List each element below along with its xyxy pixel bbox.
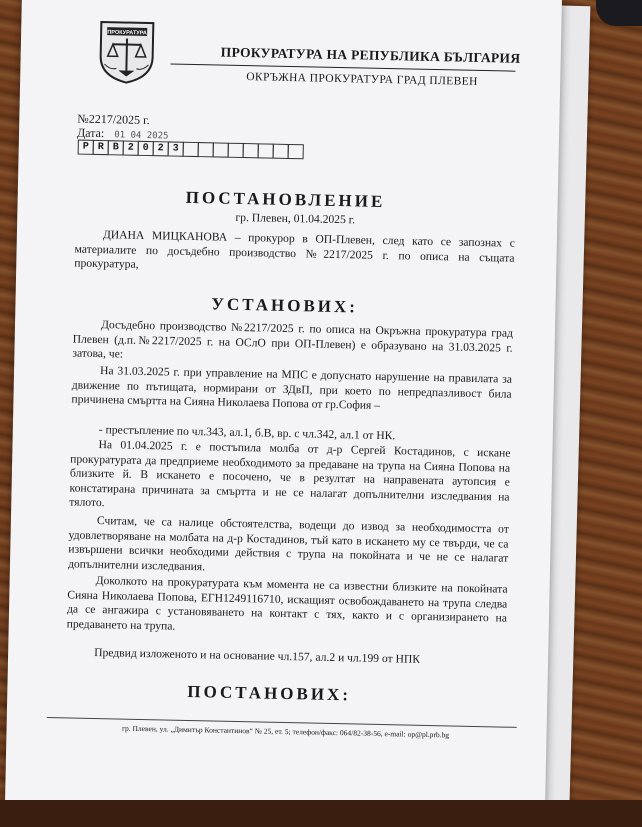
- date-stamp: 01 04 2025: [114, 130, 169, 142]
- register-cell: [243, 143, 259, 158]
- register-cell: [183, 142, 199, 157]
- register-cell: [273, 144, 289, 159]
- register-cell: [213, 142, 229, 157]
- section-title-decreed: ПОСТАНОВИХ:: [187, 681, 352, 705]
- register-cell: [198, 142, 214, 157]
- paragraph-crime: - престъпление по чл.343, ал.1, б.В, вр. с чл.342, ал.1 от НК.: [98, 423, 396, 443]
- register-number-boxes: [79, 140, 304, 160]
- office-name: ОКРЪЖНА ПРОКУРАТУРА ГРАД ПЛЕВЕН: [246, 71, 478, 88]
- register-cell: 2: [153, 141, 169, 156]
- document-title: ПОСТАНОВЛЕНИЕ: [185, 187, 386, 211]
- place-date: гр. Плевен, 01.04.2025 г.: [235, 210, 356, 227]
- table-edge: [0, 800, 642, 827]
- svg-text:ПРОКУРАТУРА: ПРОКУРАТУРА: [107, 29, 147, 37]
- institution-name: ПРОКУРАТУРА НА РЕПУБЛИКА БЪЛГАРИЯ: [220, 44, 521, 66]
- paragraph-relatives: Доколкото на прокуратурата към момента не са известни близките на покойната Сияна Николаева Попова, ЕГН1249116710, искащият освобождаването на трупа следва да се ангажира с установяването на контакт с тях, както и с организирането на предаването на трупа.: [66, 574, 508, 633]
- paragraph-grounds: Предвид изложеното и на основание чл.157, ал.2 и чл.199 от НПК: [94, 646, 421, 666]
- prosecution-crest-icon: [96, 18, 157, 85]
- section-title-established: УСТАНОВИХ:: [211, 294, 359, 317]
- register-cell: [228, 143, 244, 158]
- register-cell: [288, 144, 304, 159]
- date-label: Дата:: [76, 125, 105, 141]
- document-page: [5, 0, 562, 819]
- register-cell: [258, 143, 274, 158]
- register-cell: 3: [168, 141, 184, 156]
- document-number: №2217/2025 г.: [77, 111, 150, 128]
- paragraph-reasoning: Считам, че са налице обстоятелства, водещи до извод за необходимостта от удовлетворяване на молбата на д-р Костадинов, тъй като в искането му се твърди, че са извършени всички необходими действия с трупа на покойната и че не се налагат допълнителни изследвания.: [67, 514, 509, 574]
- paragraph-request: На 01.04.2025 г. е постъпила молба от д-р Сергей Костадинов, с искане прокуратурата да предприеме необходимото за предаване на трупа на Сияна Попова на близките й. В искането е посочено, че в резултат на направената аутопсия е констатирана причината за смъртта и не се налагат допълнителни изследвания на тялото.: [69, 438, 511, 510]
- register-cell: P: [78, 140, 94, 155]
- register-cell: 2: [123, 140, 139, 155]
- register-cell: R: [93, 140, 109, 155]
- intro-paragraph: ДИАНА МИЦКАНОВА – прокурор в ОП-Плевен, след като се запознах с материалите по досъдебно производство №2217/2025 г. по описа на същата прокуратура,: [74, 228, 515, 272]
- paragraph-incident: На 31.03.2025 г. при управление на МПС е допуснато нарушение на правилата за движение по пътищата, нормирани от ЗДвП, при което по непредпазливост била причинена смъртта на Сияна Николаева Попова от гр.София –: [71, 364, 513, 413]
- paragraph-case: Досъдебно производство №2217/2025 г. по описа на Окръжна прокуратура град Плевен (д.п.№2217/2025 г. на ОСлО при ОП-Плевен) е образувано на 31.03.2025 г. затова, че:: [72, 318, 514, 361]
- register-cell: B: [108, 140, 124, 155]
- register-cell: 0: [138, 141, 154, 156]
- footer-address: гр. Плевен, ул. „Димитър Константинов“ № 25, ет. 5; телефон/факс: 064/82-38-56, e-mail: op@pl.prb.bg: [121, 723, 450, 740]
